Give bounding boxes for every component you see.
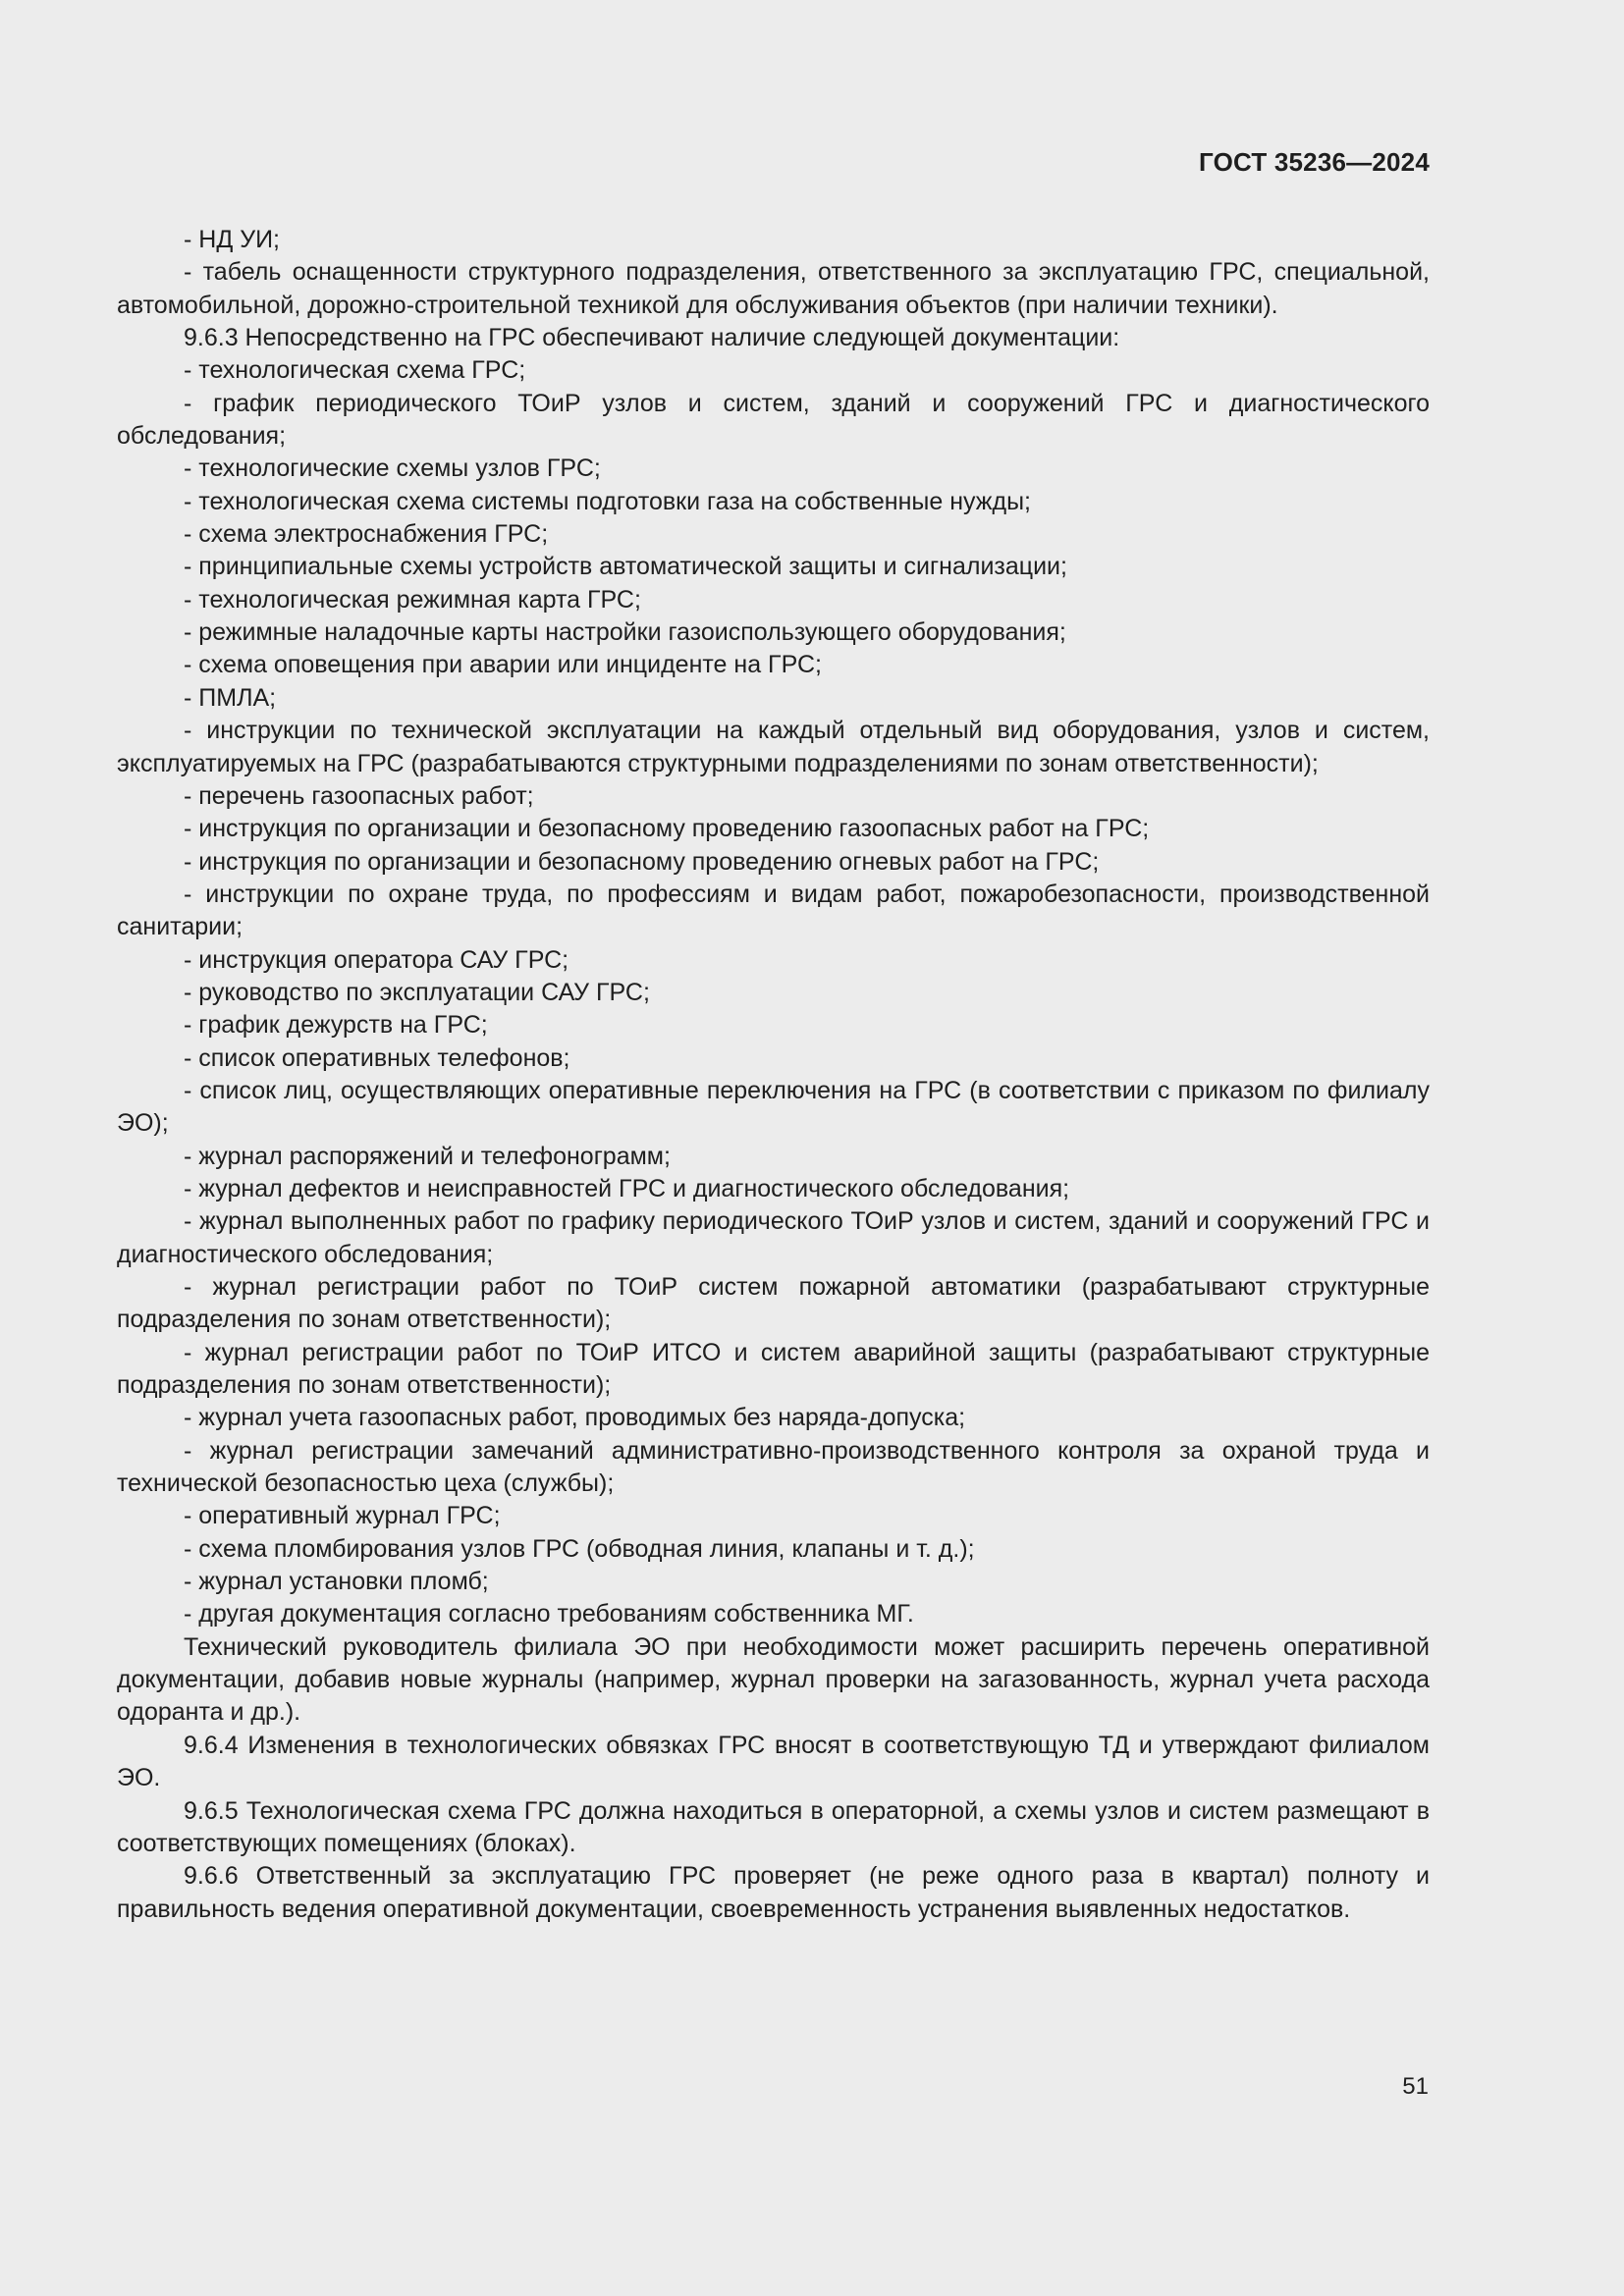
paragraph: - журнал регистрации замечаний административно-производственного контроля за охраной труда и технической безопасностью цеха (службы); [117, 1436, 1430, 1498]
paragraph: - инструкция оператора САУ ГРС; [184, 945, 569, 974]
paragraph: 9.6.6 Ответственный за эксплуатацию ГРС проверяет (не реже одного раза в квартал) полноту и правильность ведения оперативной документации, своевременность устранения выявленных недостатков. [117, 1862, 1430, 1923]
paragraph: - инструкция по организации и безопасному проведению газоопасных работ на ГРС; [184, 815, 1150, 843]
paragraph: - график дежурств на ГРС; [184, 1011, 488, 1040]
paragraph: - схема электроснабжения ГРС; [184, 520, 549, 549]
paragraph: - инструкции по охране труда, по профессиям и видам работ, пожаробезопасности, производственной санитарии; [117, 880, 1430, 941]
paragraph: - журнал регистрации работ по ТОиР ИТСО и систем аварийной защиты (разрабатывают структурные подразделения по зонам ответственности); [117, 1338, 1430, 1400]
paragraph: - технологическая схема ГРС; [184, 356, 526, 385]
paragraph: - журнал выполненных работ по графику периодического ТОиР узлов и систем, зданий и сооружений ГРС и диагностического обследования; [117, 1207, 1430, 1268]
document-body [117, 224, 1430, 1926]
paragraph: - журнал учета газоопасных работ, проводимых без наряда-допуска; [184, 1404, 966, 1432]
paragraph: - список оперативных телефонов; [184, 1043, 570, 1072]
paragraph: 9.6.4 Изменения в технологических обвязках ГРС вносят в соответствующую ТД и утверждают филиалом ЭО. [117, 1731, 1430, 1792]
paragraph: - технологическая режимная карта ГРС; [184, 585, 641, 614]
paragraph: - инструкция по организации и безопасному проведению огневых работ на ГРС; [184, 847, 1100, 876]
paragraph: - табель оснащенности структурного подразделения, ответственного за эксплуатацию ГРС, специальной, автомобильной, дорожно-строительной техникой для обслуживания объектов (при наличии техники). [117, 258, 1430, 319]
paragraph: - схема пломбирования узлов ГРС (обводная линия, клапаны и т. д.); [184, 1534, 975, 1563]
paragraph: - технологическая схема системы подготовки газа на собственные нужды; [184, 487, 1032, 515]
paragraph: - другая документация согласно требованиям собственника МГ. [184, 1600, 914, 1629]
paragraph: - журнал установки пломб; [184, 1568, 489, 1596]
paragraph: - журнал дефектов и неисправностей ГРС и диагностического обследования; [184, 1174, 1070, 1202]
paragraph: 9.6.3 Непосредственно на ГРС обеспечивают наличие следующей документации: [184, 324, 1120, 352]
paragraph: - оперативный журнал ГРС; [184, 1502, 501, 1530]
paragraph: 9.6.5 Технологическая схема ГРС должна находиться в операторной, а схемы узлов и систем размещают в соответствующих помещениях (блоках). [117, 1796, 1430, 1857]
standard-code-header: ГОСТ 35236—2024 [1199, 147, 1430, 177]
paragraph: - руководство по эксплуатации САУ ГРС; [184, 978, 650, 1006]
paragraph: - график периодического ТОиР узлов и систем, зданий и сооружений ГРС и диагностического обследования; [117, 389, 1430, 451]
paragraph: - технологические схемы узлов ГРС; [184, 454, 601, 483]
paragraph: - НД УИ; [184, 226, 280, 253]
paragraph: - инструкции по технической эксплуатации на каждый отдельный вид оборудования, узлов и систем, эксплуатируемых на ГРС (разрабатываются структурными подразделениями по зонам ответственности); [117, 717, 1430, 777]
paragraph: - журнал регистрации работ по ТОиР систем пожарной автоматики (разрабатывают структурные подразделения по зонам ответственности); [117, 1273, 1430, 1334]
paragraph: - режимные наладочные карты настройки газоиспользующего оборудования; [184, 618, 1066, 647]
page-number: 51 [1402, 2073, 1429, 2100]
paragraph: - ПМЛА; [184, 683, 277, 712]
paragraph: - принципиальные схемы устройств автоматической защиты и сигнализации; [184, 553, 1067, 581]
paragraph: - перечень газоопасных работ; [184, 781, 534, 810]
paragraph: - схема оповещения при аварии или инциденте на ГРС; [184, 651, 822, 679]
paragraph: - журнал распоряжений и телефонограмм; [184, 1142, 671, 1170]
paragraph: Технический руководитель филиала ЭО при необходимости может расширить перечень оперативной документации, добавив новые журналы (например, журнал проверки на загазованность, журнал учета расхода одоранта и др.). [117, 1632, 1430, 1727]
paragraph: - список лиц, осуществляющих оперативные переключения на ГРС (в соответствии с приказом по филиалу ЭО); [117, 1076, 1430, 1138]
